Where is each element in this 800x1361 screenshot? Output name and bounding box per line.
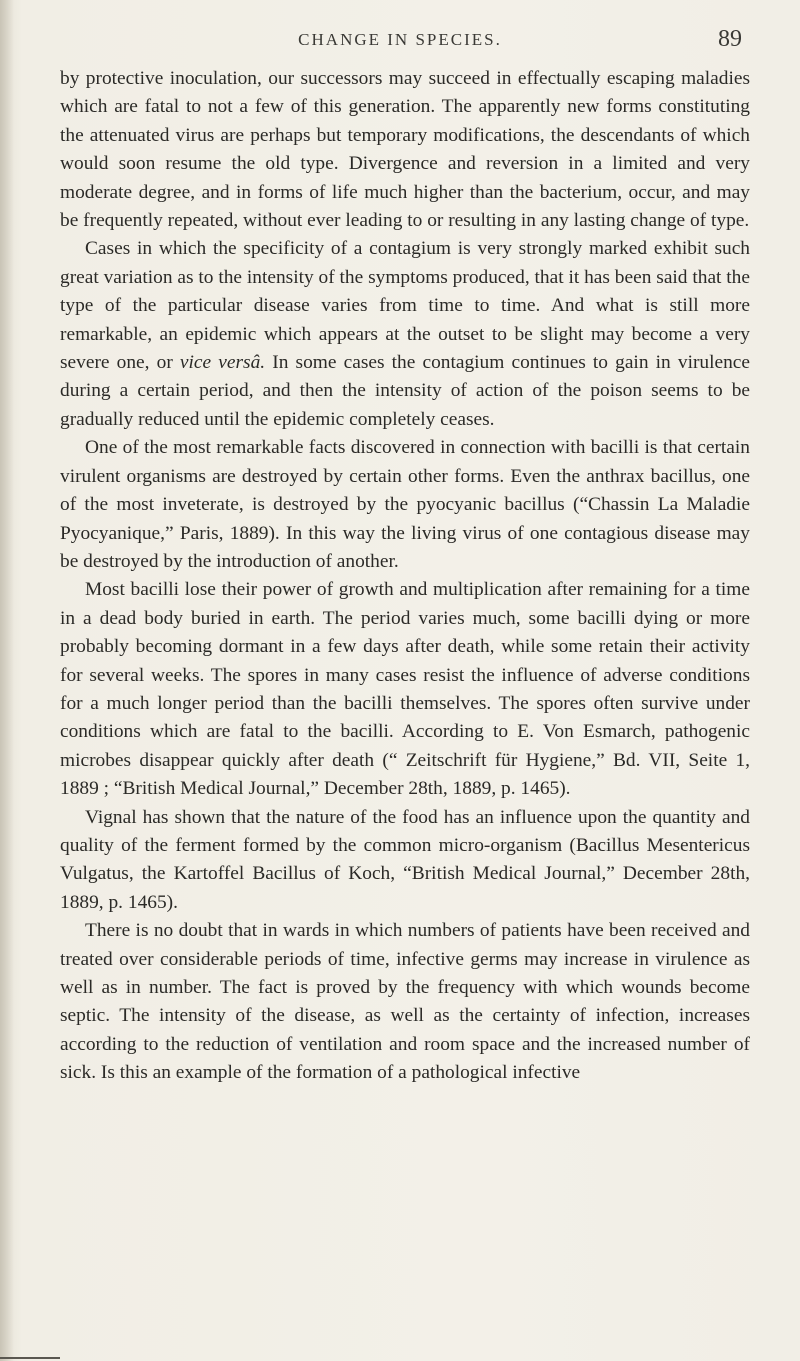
- page-number: 89: [718, 26, 742, 52]
- paragraph-2-italic: vice versâ.: [179, 352, 266, 374]
- paragraph-2: [60, 235, 750, 434]
- page-header: [0, 26, 800, 60]
- paragraph-2-text-b: In some cases the contagium continues to gain in virulence during a certain period, and then the intensity of action of the poison seems to be gradually reduced until the epidemic completely ceases.: [60, 352, 751, 430]
- gutter-shadow: [0, 0, 14, 1361]
- paragraph-6: There is no doubt that in wards in which numbers of patients have been received and treated over considerable periods of time, infective germs may increase in virulence as well as in number. The fact is proved by the frequency with which wounds become septic. The intensity of the disease, as well as the certainty of infection, increases according to the reduction of ventilation and room space and the increased number of sick. Is this an example of the formation of a pathological infective: [60, 920, 750, 1084]
- paragraph-1: by protective inoculation, our successors may succeed in effectually escaping maladies which are fatal to not a few of this generation. The apparently new forms constituting the attenuated virus are perhaps but temporary modifications, the descendants of which would soon resume the old type. Divergence and reversion in a limited and very moderate degree, and in forms of life much higher than the bacterium, occur, and may be frequently repeated, without ever leading to or resulting in any lasting change of type.: [60, 68, 750, 232]
- body-text: [60, 65, 750, 1088]
- paragraph-5: Vignal has shown that the nature of the food has an influence upon the quantity and quality of the ferment formed by the common micro-organism (Bacillus Mesentericus Vulgatus, the Kartoffel Bacillus of Koch, “British Medical Journal,” December 28th, 1889, p. 1465).: [60, 806, 750, 913]
- paragraph-4: Most bacilli lose their power of growth and multiplication after remaining for a time in a dead body buried in earth. The period varies much, some bacilli dying or more probably becoming dormant in a few days after death, while some retain their activity for several weeks. The spores in many cases resist the influence of adverse conditions for a much longer period than the bacilli themselves. The spores often survive under conditions which are fatal to the bacilli. According to E. Von Esmarch, pathogenic microbes disappear quickly after death (“ Zeitschrift für Hygiene,” Bd. VII, Seite 1, 1889 ; “British Medical Journal,” December 28th, 1889, p. 1465).: [60, 579, 750, 800]
- page-corner-mark: [0, 1357, 60, 1359]
- paragraph-2-text-a: Cases in which the specificity of a contagium is very strongly marked exhibit such great variation as to the intensity of the symptoms produced, that it has been said that the type of the particular disease varies from time to time. And what is still more remarkable, an epidemic which appears at the outset to be slight may become a very severe one, or: [60, 238, 750, 374]
- paragraph-3: One of the most remarkable facts discovered in connection with bacilli is that certain virulent organisms are destroyed by certain other forms. Even the anthrax bacillus, one of the most inveterate, is destroyed by the pyocyanic bacillus (“Chassin La Maladie Pyocyanique,” Paris, 1889). In this way the living virus of one contagious disease may be destroyed by the introduction of another.: [60, 437, 750, 572]
- running-head: CHANGE IN SPECIES.: [298, 30, 502, 49]
